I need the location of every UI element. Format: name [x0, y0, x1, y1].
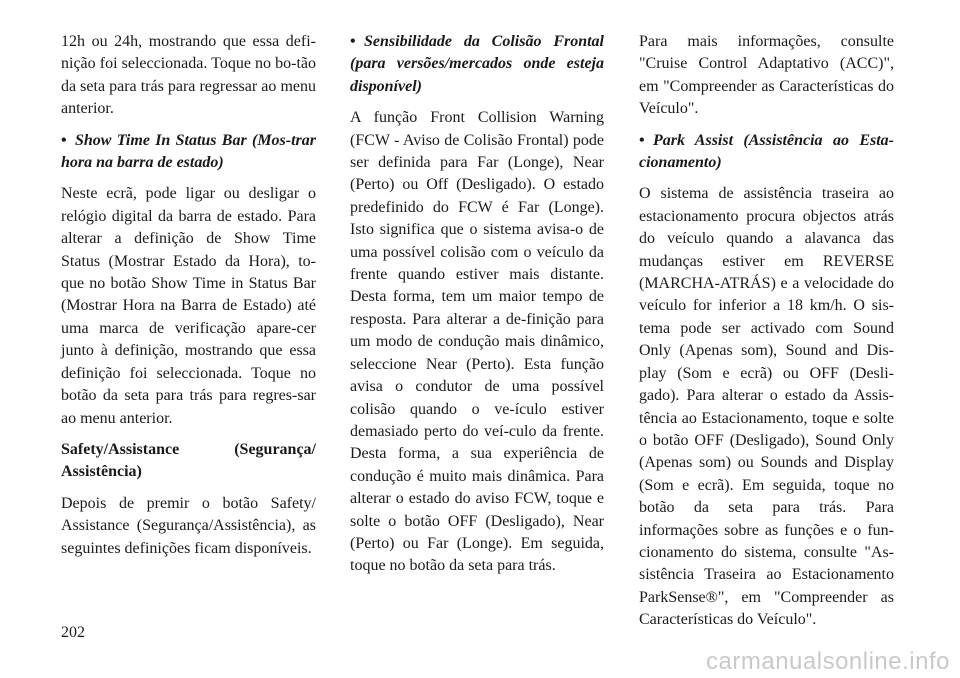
section-heading: Safety/Assistance (Segurança/ Assistência) [61, 440, 316, 481]
watermark: carmanualsonline.info [706, 648, 950, 675]
paragraph: 12h ou 24h, mostrando que essa defi-nição foi seleccionada. Toque no bo-tão da seta para trás para regressar ao menu anterior. [61, 33, 316, 118]
paragraph: Neste ecrã, pode ligar ou desligar o relógio digital da barra de estado. Para alterar a definição de Show Time Status (Mostrar Estado da Hora), to-que no botão Show Time in Status Bar (Mostrar Hora na Barra de Estado) até uma marca de verificação apare-cer junto à definição, mostrando que essa definição foi seleccionada. Toque no botão da seta para trás para regres-sar ao menu anterior. [61, 185, 316, 427]
bullet-item-collision-sensitivity [350, 31, 604, 98]
bullet-icon: • [350, 33, 356, 50]
page-number: 202 [61, 624, 85, 641]
paragraph: A função Front Collision Warning (FCW - Aviso de Colisão Frontal) pode ser definida para Far (Longe), Near (Perto) ou Off (Desligado). O estado predefinido do FCW é Far (Longe). Isto significa que o sistema avisa-o de uma possível colisão com o veículo da frente quando estiver mais distante. Desta forma, tem um maior tempo de resposta. Para alterar a de-finição para um modo de condução mais dinâmico, seleccione Near (Perto). Esta função avisa o condutor de uma possível colisão quando o ve-ículo estiver demasiado perto do veí-culo da frente. Desta forma, a sua experiência de condução é muito mais dinâmica. Para alterar o estado do aviso FCW, toque e solte o botão OFF (Desligado), Near (Perto) ou Far (Longe). Em seguida, toque no botão da seta para trás. [350, 109, 604, 575]
bullet-item-park-assist [639, 130, 894, 175]
bullet-title: Show Time In Status Bar (Mos-trar hora na barra de estado) [61, 131, 316, 172]
text-column-right [639, 31, 894, 641]
bullet-title: Park Assist (Assistência ao Esta-cionamento) [639, 131, 894, 172]
paragraph: Para mais informações, consulte "Cruise Control Adaptativo (ACC)", em "Compreender as Características do Veículo". [639, 33, 894, 118]
bullet-title: Sensibilidade da Colisão Frontal (para versões/mercados onde esteja disponível) [350, 33, 604, 95]
bullet-item-show-time [61, 130, 316, 175]
text-column-middle [350, 31, 604, 587]
text-column-left [61, 31, 316, 569]
paragraph: Depois de premir o botão Safety/ Assistance (Segurança/Assistência), as seguintes definições ficam disponíveis. [61, 494, 316, 557]
bullet-icon: • [61, 131, 67, 149]
paragraph: O sistema de assistência traseira ao estacionamento procura objectos atrás do veículo quando a alavanca das mudanças estiver em REVERSE (MARCHA-ATRÁS) e a velocidade do veículo for inferior a 18 km/h. O sis-tema pode ser activado com Sound Only (Apenas som), Sound and Dis-play (Som e ecrã) ou OFF (Desli-gado). Para alterar o estado da Assis-tência ao Estacionamento, toque e solte o botão OFF (Desligado), Sound Only (Apenas som) ou Sounds and Display (Som e ecrã). Em seguida, toque no botão da seta para trás. Para informações sobre as funções e o fun-cionamento do sistema, consulte "As-sistência Traseira ao Estacionamento ParkSense®", em "Compreender as Características do Veículo". [639, 185, 894, 629]
bullet-icon: • [639, 131, 645, 149]
